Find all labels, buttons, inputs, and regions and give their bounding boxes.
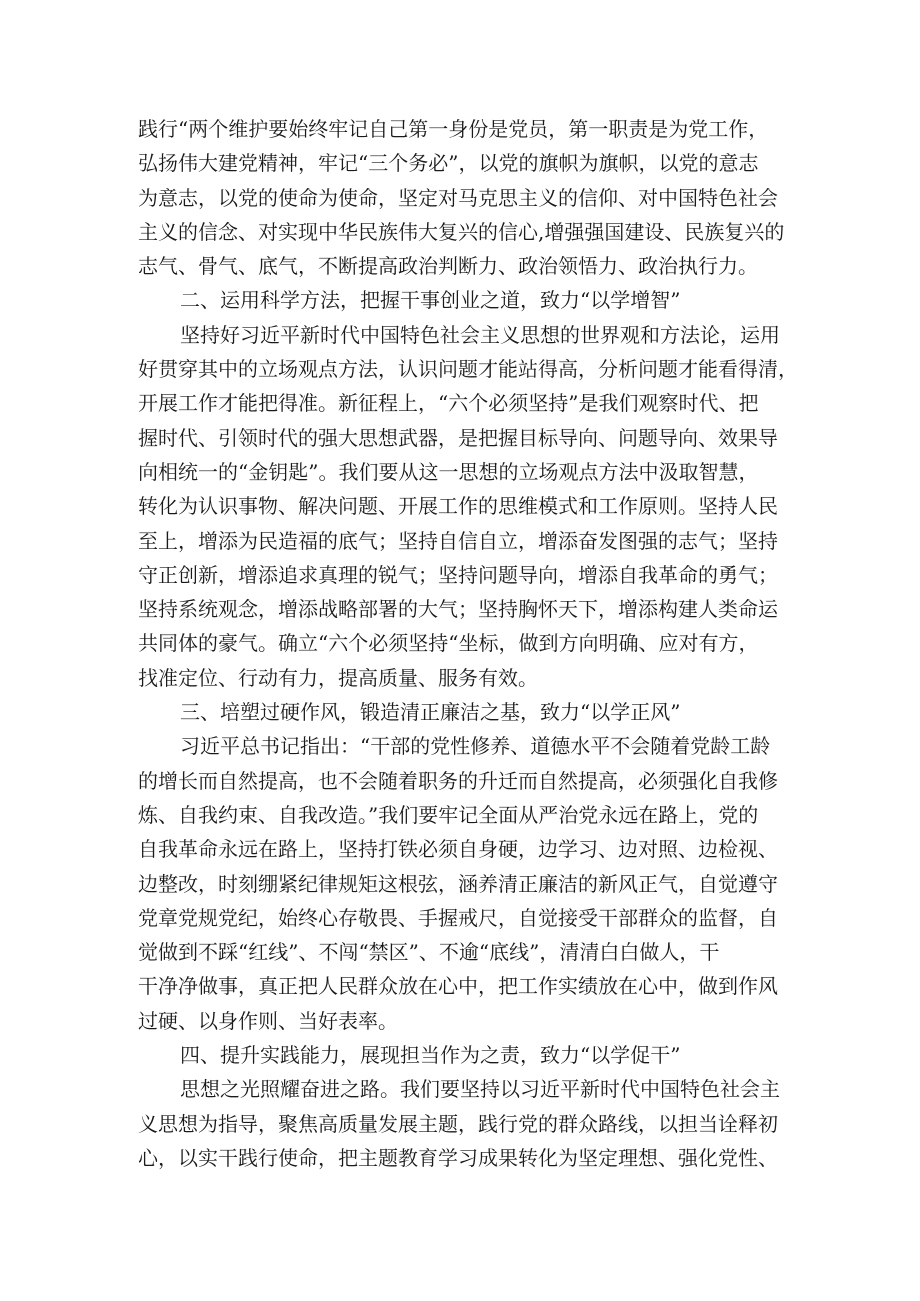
text-line: 过硬、以身作则、当好表率。: [138, 1008, 398, 1033]
text-line: 干净净做事，真正把人民群众放在心中，把工作实绩放在心中，做到作风: [138, 974, 778, 999]
text-line: 共同体的豪气。确立“六个必须坚持“坐标，做到方向明确、应对有方，: [138, 631, 759, 656]
text-line: 向相统一的“金钥匙”。我们要从这一思想的立场观点方法中汲取智慧，: [138, 459, 759, 484]
text-line: 好贯穿其中的立场观点方法，认识问题才能站得高，分析问题才能看得清，: [138, 357, 798, 382]
text-line: 二、运用科学方法，把握干事创业之道，致力“以学增智”: [180, 288, 681, 313]
text-line: 思想之光照耀奋进之路。我们要坚持以习近平新时代中国特色社会主: [180, 1077, 780, 1102]
text-line: 为意志，以党的使命为使命，坚定对马克思主义的信仰、对中国特色社会: [138, 185, 778, 210]
text-line: 党章党规党纪，始终心存敬畏、手握戒尺，自觉接受干部群众的监督，自: [138, 905, 778, 930]
document-body: [138, 112, 798, 1175]
text-line: 坚持好习近平新时代中国特色社会主义思想的世界观和方法论，运用: [180, 322, 780, 347]
text-line: 边整改，时刻绷紧纪律规矩这根弦，涵养清正廉洁的新风正气，自觉遵守: [138, 871, 778, 896]
text-line: 觉做到不踩“红线”、不闯“禁区”、不逾“底线”，清清白白做人，干: [138, 940, 720, 965]
text-line: 握时代、引领时代的强大思想武器，是把握目标导向、问题导向、效果导: [138, 425, 778, 450]
text-line: 弘扬伟大建党精神，牢记“三个务必”，以党的旗帜为旗帜，以党的意志: [138, 151, 759, 176]
text-line: 主义的信念、对实现中华民族伟大复兴的信心,增强强国建设、民族复兴的: [138, 219, 785, 244]
text-line: 转化为认识事物、解决问题、开展工作的思维模式和工作原则。坚持人民: [138, 494, 778, 519]
text-line: 践行“两个维护要始终牢记自己第一身份是党员，第一职责是为党工作，: [138, 117, 769, 141]
text-line: 炼、自我约束、自我改造。”我们要牢记全面从严治党永远在路上，党的: [138, 802, 759, 827]
text-line: 习近平总书记指出：“干部的党性修养、道德水平不会随着党龄工龄: [180, 734, 771, 759]
text-line: 四、提升实践能力，展现担当作为之责，致力“以学促干”: [180, 1043, 681, 1068]
text-line: 志气、骨气、底气，不断提高政治判断力、政治领悟力、政治执行力。: [138, 254, 758, 279]
text-line: 义思想为指导，聚焦高质量发展主题，践行党的群众路线，以担当诠释初: [138, 1111, 778, 1136]
text-line: 心，以实干践行使命，把主题教育学习成果转化为坚定理想、强化党性、: [138, 1145, 778, 1170]
text-line: 开展工作才能把得准。新征程上，“六个必须坚持”是我们观察时代、把: [138, 391, 759, 416]
text-line: 守正创新，增添追求真理的锐气；坚持问题导向，增添自我革命的勇气；: [138, 562, 778, 587]
text-line: 坚持系统观念，增添战略部署的大气；坚持胸怀天下，增添构建人类命运: [138, 597, 778, 622]
text-line: 至上，增添为民造福的底气；坚持自信自立，增添奋发图强的志气；坚持: [138, 528, 778, 553]
text-line: 找准定位、行动有力，提高质量、服务有效。: [138, 665, 538, 690]
text-line: 的增长而自然提高，也不会随着职务的升迁而自然提高，必须强化自我修: [138, 768, 778, 793]
text-line: 自我革命永远在路上，坚持打铁必须自身硬，边学习、边对照、边检视、: [138, 837, 778, 862]
text-line: 三、培塑过硬作风，锻造清正廉洁之基，致力“以学正风”: [180, 700, 681, 725]
